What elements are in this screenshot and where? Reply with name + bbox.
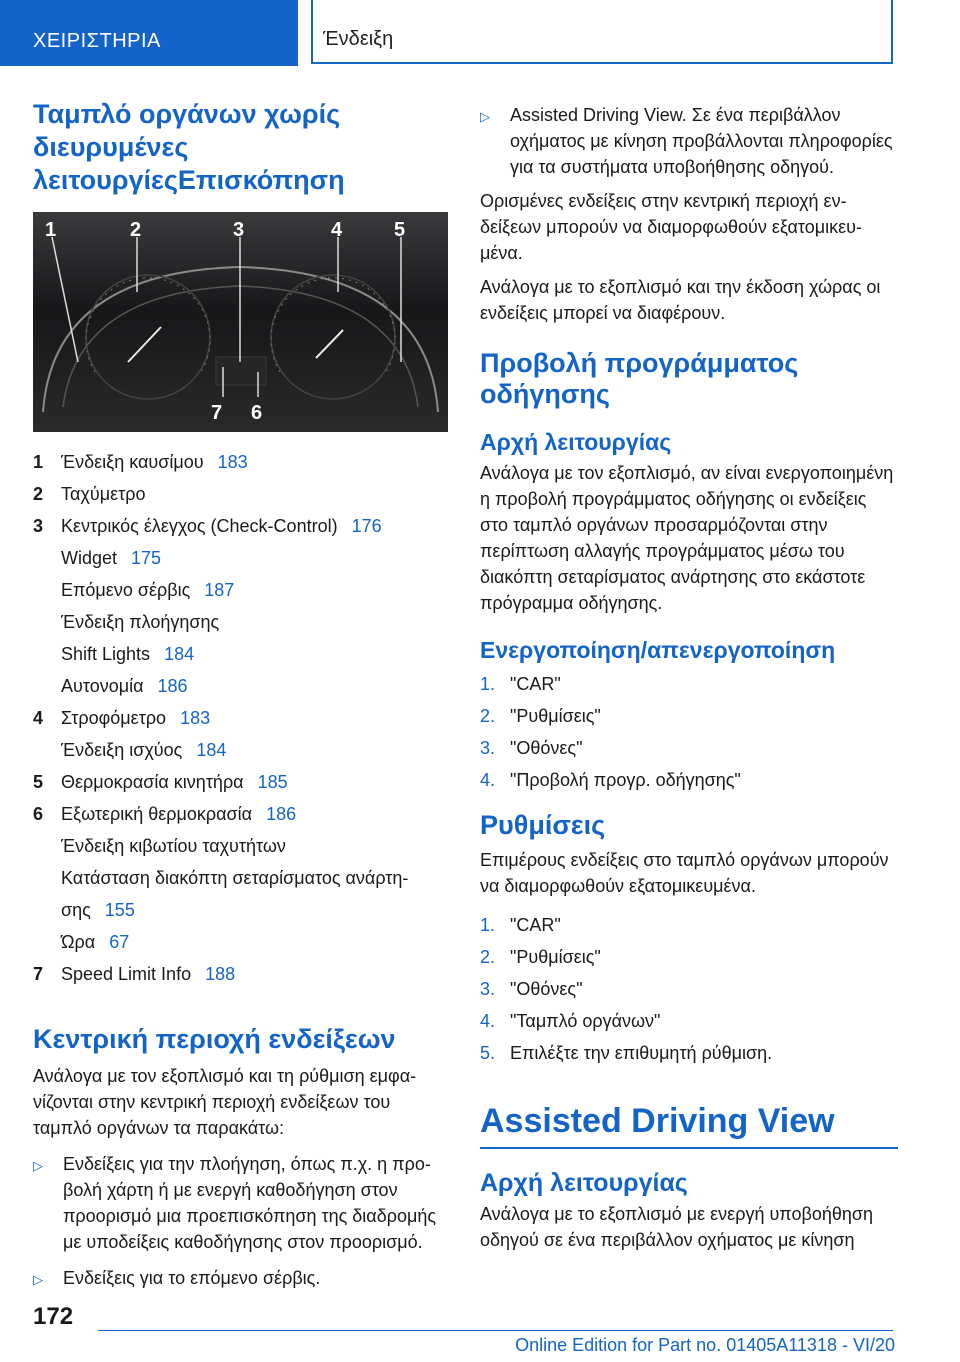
legend-row xyxy=(33,574,448,606)
step-number: 2. xyxy=(480,706,496,726)
legend-text: Widget xyxy=(61,548,118,568)
page-reference-link[interactable]: 185 xyxy=(257,772,288,792)
assisted-driving-view-title: Assisted Driving View xyxy=(480,1102,835,1140)
step-number: 1. xyxy=(480,674,496,694)
step-item xyxy=(480,700,898,732)
page-reference-link[interactable]: 183 xyxy=(180,708,211,728)
legend-row xyxy=(33,702,448,734)
page-reference-link[interactable]: 186 xyxy=(266,804,297,824)
legend-number xyxy=(33,926,61,958)
legend-text-wrap xyxy=(61,702,448,734)
topic-tab xyxy=(311,0,893,64)
legend-text-wrap xyxy=(61,958,448,990)
legend-row xyxy=(33,446,448,478)
legend-text: Ένδειξη κιβωτίου ταχυτήτων xyxy=(61,836,286,856)
legend-row xyxy=(33,894,448,926)
legend-text-wrap xyxy=(61,542,448,574)
legend-row xyxy=(33,670,448,702)
step-item xyxy=(480,941,898,973)
step-item xyxy=(480,732,898,764)
legend-number xyxy=(33,894,61,926)
legend-text: Speed Limit Info xyxy=(61,964,192,984)
page-reference-link[interactable]: 155 xyxy=(104,900,135,920)
legend-text: σης xyxy=(61,900,91,920)
legend-text: Ένδειξη ισχύος xyxy=(61,740,183,760)
legend-text-wrap xyxy=(61,606,448,638)
step-item xyxy=(480,668,898,700)
legend-text-wrap xyxy=(61,734,448,766)
step-text: "Οθόνες" xyxy=(510,738,583,758)
page-reference-link[interactable]: 184 xyxy=(196,740,227,760)
step-text: "Ρυθμίσεις" xyxy=(510,947,601,967)
settings-steps xyxy=(480,909,898,1069)
customize-paragraph: Ορισμένες ενδείξεις στην κεντρική περιοχή ενδείξεων μπορούν να διαμορφωθούν εξατομικευμένα. xyxy=(480,191,862,263)
edition-link[interactable]: Online Edition for Part no. 01405A11318 - VI/20 xyxy=(515,1335,895,1355)
triangle-bullet-icon: ▷ xyxy=(33,1158,43,1173)
legend-number xyxy=(33,574,61,606)
legend-text: Shift Lights xyxy=(61,644,151,664)
page-reference-link[interactable]: 175 xyxy=(131,548,162,568)
legend-row xyxy=(33,606,448,638)
page-reference-link[interactable]: 187 xyxy=(204,580,235,600)
bullet-text: Assisted Driving View. Σε ένα περιβάλλον οχήματος με κίνηση προβάλλονται πληροφορίες για τα συστήματα υποβοήθησης οδηγού. xyxy=(510,105,893,177)
step-text: "CAR" xyxy=(510,674,561,694)
step-text: "Οθόνες" xyxy=(510,979,583,999)
legend-row xyxy=(33,830,448,862)
legend-number: 7 xyxy=(33,964,44,984)
legend-number: 2 xyxy=(33,484,44,504)
legend-text-wrap xyxy=(61,446,448,478)
step-text: Επιλέξτε την επιθυμητή ρύθμιση. xyxy=(510,1043,773,1063)
legend-row xyxy=(33,958,448,990)
legend-text: Ώρα xyxy=(61,932,96,952)
legend-number xyxy=(33,862,61,894)
settings-title: Ρυθμίσεις xyxy=(480,810,606,840)
legend-row xyxy=(33,926,448,958)
legend-text-wrap xyxy=(61,862,448,894)
legend-number xyxy=(33,606,61,638)
footer-divider xyxy=(98,1330,893,1331)
legend-text: Εξωτερική θερμοκρασία xyxy=(61,804,253,824)
step-number: 3. xyxy=(480,979,496,999)
step-text: "CAR" xyxy=(510,915,561,935)
legend-number xyxy=(33,638,61,670)
legend-text-wrap xyxy=(61,894,448,926)
page-reference-link[interactable]: 176 xyxy=(351,516,382,536)
legend-text: Επόμενο σέρβις xyxy=(61,580,191,600)
legend-row xyxy=(33,798,448,830)
legend-text: Αυτονομία xyxy=(61,676,144,696)
callout-label: 7 xyxy=(211,402,223,424)
legend-text: Ένδειξη πλοήγησης xyxy=(61,612,220,632)
instrument-cluster-image xyxy=(33,212,448,432)
triangle-bullet-icon: ▷ xyxy=(480,109,490,124)
left-column xyxy=(33,98,448,1293)
legend-text-wrap xyxy=(61,638,448,670)
legend-number xyxy=(33,734,61,766)
page-reference-link[interactable]: 67 xyxy=(109,932,130,952)
legend-text-wrap xyxy=(61,926,448,958)
callout-label: 3 xyxy=(233,219,245,241)
step-number: 5. xyxy=(480,1043,496,1063)
step-item xyxy=(480,1037,898,1069)
legend-row xyxy=(33,862,448,894)
principle-text: Ανάλογα με τον εξοπλισμό, αν είναι ενεργοποιημένη η προβολή προγράμματος οδήγησης οι ενδείξεις στο ταμπλό οργάνων προσαρμόζονται στην περίπτωση αλλαγής προγράμματος μέσω του διακόπτη σεταρίσματος ανάρτησης στο εκάστοτε πρόγραμμα οδήγησης. xyxy=(480,463,894,613)
step-text: "Προβολή προγρ. οδήγησης" xyxy=(510,770,741,790)
step-number: 4. xyxy=(480,1011,496,1031)
legend-text-wrap xyxy=(61,574,448,606)
adv-principle-heading: Αρχή λειτουργίας xyxy=(480,1169,688,1197)
legend-row xyxy=(33,510,448,542)
bullet-text: Ενδείξεις για την πλοήγηση, όπως π.χ. η προβολή χάρτη ή με ενεργή καθοδήγηση στον προορισμό μια προεπισκόπηση της διαδρομής με υποδείξεις καθοδήγησης στον προορισμό. xyxy=(63,1154,437,1252)
legend-text-wrap xyxy=(61,670,448,702)
central-area-title: Κεντρική περιοχή ενδείξεων xyxy=(33,1024,396,1054)
bullet-item xyxy=(33,1265,448,1293)
page-title-line: Ταμπλό οργάνων χωρίς xyxy=(33,99,341,129)
legend-number: 4 xyxy=(33,708,44,728)
section-tab xyxy=(0,0,298,66)
step-item xyxy=(480,973,898,1005)
bullet-item xyxy=(33,1151,448,1255)
page-title-line: λειτουργίεςΕπισκόπηση xyxy=(33,165,345,195)
page-title-line: διευρυμένες xyxy=(33,132,189,162)
legend-number: 3 xyxy=(33,516,44,536)
drive-mode-title: Προβολή προγράμματος οδήγησης xyxy=(480,348,799,409)
legend-text: Κεντρικός έλεγχος (Check-Control) xyxy=(61,516,338,536)
legend-number xyxy=(33,830,61,862)
settings-text: Επιμέρους ενδείξεις στο ταμπλό οργάνων μπορούν να διαμορφωθούν εξατομικευμένα. xyxy=(480,850,889,896)
step-number: 1. xyxy=(480,915,496,935)
legend-row xyxy=(33,542,448,574)
triangle-bullet-icon: ▷ xyxy=(33,1272,43,1287)
bullet-text: Ενδείξεις για το επόμενο σέρβις. xyxy=(63,1268,321,1288)
page-reference-link[interactable]: 188 xyxy=(205,964,236,984)
legend-text: Κατάσταση διακόπτη σεταρίσματος ανάρτη- xyxy=(61,868,409,888)
legend-text: Στροφόμετρο xyxy=(61,708,167,728)
legend-row xyxy=(33,478,448,510)
activate-heading: Ενεργοποίηση/απενεργοποίηση xyxy=(480,637,836,663)
instrument-cluster-illustration xyxy=(33,212,448,432)
title-divider xyxy=(480,1147,898,1149)
legend-row xyxy=(33,734,448,766)
step-number: 4. xyxy=(480,770,496,790)
activate-steps xyxy=(480,668,898,796)
page-number: 172 xyxy=(33,1303,74,1330)
step-number: 3. xyxy=(480,738,496,758)
callout-label: 4 xyxy=(331,219,343,241)
legend-row xyxy=(33,766,448,798)
legend-text: Ταχύμετρο xyxy=(61,484,146,504)
page-reference-link[interactable]: 186 xyxy=(157,676,188,696)
step-item xyxy=(480,1005,898,1037)
step-item xyxy=(480,764,898,796)
step-text: "Ρυθμίσεις" xyxy=(510,706,601,726)
legend-text-wrap xyxy=(61,798,448,830)
legend-text: Θερμοκρασία κινητήρα xyxy=(61,772,244,792)
legend-number: 6 xyxy=(33,804,44,824)
callout-label: 5 xyxy=(394,219,406,241)
legend-number xyxy=(33,542,61,574)
legend-text-wrap xyxy=(61,478,448,510)
legend-number: 5 xyxy=(33,772,44,792)
section-title: ΧΕΙΡΙΣΤΗΡΙΑ xyxy=(33,30,161,52)
page-title xyxy=(33,98,448,197)
adv-principle-text: Ανάλογα με το εξοπλισμό με ενεργή υποβοήθηση οδηγού σε ένα περιβάλλον οχήματος με κίνηση xyxy=(480,1204,873,1250)
topic-title: Ένδειξη xyxy=(323,28,394,50)
callout-label: 1 xyxy=(45,219,57,241)
central-area-intro: Ανάλογα με τον εξοπλισμό και τη ρύθμιση εμφανίζονται στην κεντρική περιοχή ενδείξεων του ταμπλό οργάνων τα παρακάτω: xyxy=(33,1066,417,1138)
legend-text-wrap xyxy=(61,766,448,798)
legend-number xyxy=(33,670,61,702)
callout-label: 2 xyxy=(130,219,142,241)
bullet-item xyxy=(480,102,898,180)
legend-text: Ένδειξη καυσίμου xyxy=(61,452,204,472)
legend-text-wrap xyxy=(61,510,448,542)
page-reference-link[interactable]: 184 xyxy=(164,644,195,664)
page-reference-link[interactable]: 183 xyxy=(217,452,248,472)
step-item xyxy=(480,909,898,941)
step-number: 2. xyxy=(480,947,496,967)
legend-row xyxy=(33,638,448,670)
principle-heading: Αρχή λειτουργίας xyxy=(480,429,672,455)
callout-label: 6 xyxy=(251,402,263,424)
legend-list xyxy=(33,446,448,990)
right-column xyxy=(480,98,898,1253)
step-text: "Ταμπλό οργάνων" xyxy=(510,1011,661,1031)
legend-number: 1 xyxy=(33,452,44,472)
legend-text-wrap xyxy=(61,830,448,862)
country-paragraph: Ανάλογα με το εξοπλισμό και την έκδοση χώρας οι ενδείξεις μπορεί να διαφέρουν. xyxy=(480,277,881,323)
